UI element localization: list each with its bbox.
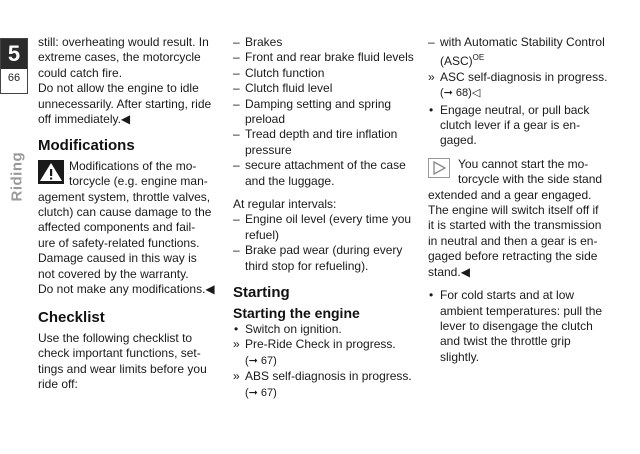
modifications-warning bbox=[38, 159, 218, 298]
regular-intervals-label: At regular intervals: bbox=[233, 197, 337, 212]
checklist-item: – Clutch fluid level bbox=[233, 81, 418, 96]
text-line: Use the following checklist to bbox=[38, 330, 193, 345]
text-line: clutch) can cause damage to the bbox=[38, 205, 212, 220]
text-line: torcycle with the side stand bbox=[458, 172, 603, 187]
text-line: unnecessarily. After starting, ride bbox=[38, 96, 212, 111]
page-number: 66 bbox=[7, 72, 21, 84]
column-3 bbox=[428, 35, 611, 365]
text-line: torcycle (e.g. engine man- bbox=[69, 174, 208, 189]
checklist-item: – Engine oil level (every time you refuel) bbox=[233, 212, 418, 243]
checklist-intro bbox=[38, 331, 218, 393]
text-line: ride off: bbox=[38, 377, 78, 392]
preride-text: Pre-Ride Check in progress. bbox=[245, 337, 396, 352]
text-line: it is started with the transmission bbox=[428, 218, 602, 233]
text-line: check important functions, set- bbox=[38, 346, 201, 361]
checklist-item: – secure attachment of the case and the luggage. bbox=[233, 158, 418, 189]
text-line: off immediately.◀ bbox=[38, 112, 131, 127]
starting-heading: Starting bbox=[233, 284, 290, 302]
step-cold-start: • For cold starts and at low ambient temperatures: pull the lever to disengage the clutch and twist the throttle grip slightly. bbox=[428, 288, 611, 365]
text-line: The engine will switch itself off if bbox=[428, 203, 599, 218]
asc-result bbox=[428, 70, 611, 102]
text-line: stand.◀ bbox=[428, 264, 470, 279]
overheating-paragraph bbox=[38, 35, 218, 127]
asc-text: ASC self-diagnosis in progress. bbox=[440, 69, 608, 84]
abs-page-ref[interactable]: (➞ 67) bbox=[245, 386, 277, 399]
asc-condition-text: with Automatic Stability Control (ASC) bbox=[440, 35, 605, 69]
optional-equipment-mark: OE bbox=[472, 53, 485, 63]
checklist-item: – Damping setting and spring preload bbox=[233, 97, 418, 128]
column-2 bbox=[233, 35, 418, 401]
modifications-heading: Modifications bbox=[38, 137, 135, 155]
text-line: gaged before retracting the side bbox=[428, 249, 598, 264]
preride-result bbox=[233, 337, 418, 369]
checklist-item: – Front and rear brake fluid levels bbox=[233, 50, 418, 65]
text-line: in neutral and then a gear is en- bbox=[428, 233, 598, 248]
text-line: Modifications of the mo- bbox=[69, 158, 197, 173]
text-line: tings and wear limits before you bbox=[38, 361, 207, 376]
text-line: You cannot start the mo- bbox=[458, 156, 589, 171]
step-engage-neutral: • Engage neutral, or pull back clutch lever if a gear is en-gaged. bbox=[428, 103, 611, 149]
text-line: agement system, throttle valves, bbox=[38, 189, 211, 204]
checklist-item: – Brake pad wear (during every third stop for refueling). bbox=[233, 243, 418, 274]
abs-result bbox=[233, 369, 418, 401]
text-line: Do not allow the engine to idle bbox=[38, 81, 199, 96]
chapter-number: 5 bbox=[1, 39, 27, 69]
checklist-heading: Checklist bbox=[38, 308, 105, 326]
text-line: still: overheating would result. In bbox=[38, 35, 209, 49]
text-line: extended and a gear engaged. bbox=[428, 187, 592, 202]
asc-condition bbox=[428, 35, 611, 70]
starting-engine-heading: Starting the engine bbox=[233, 304, 360, 321]
preride-page-ref[interactable]: (➞ 67) bbox=[245, 354, 277, 367]
text-line: could catch fire. bbox=[38, 65, 123, 80]
text-line: affected components and fail- bbox=[38, 220, 196, 235]
chapter-title: Riding bbox=[8, 151, 26, 202]
text-line: extreme cases, the motorcycle bbox=[38, 50, 201, 65]
text-line: Damage caused in this way is bbox=[38, 251, 197, 266]
note-icon bbox=[428, 158, 450, 178]
step-ignition: • Switch on ignition. bbox=[233, 322, 418, 337]
side-stand-note bbox=[428, 157, 611, 280]
checklist-item: – Clutch function bbox=[233, 66, 418, 81]
chapter-tab bbox=[0, 38, 28, 94]
text-line: Do not make any modifications.◀ bbox=[38, 282, 215, 297]
checklist-item: – Brakes bbox=[233, 35, 418, 50]
column-1 bbox=[38, 35, 218, 393]
text-line: ure of safety-related functions. bbox=[38, 235, 200, 250]
abs-text: ABS self-diagnosis in progress. bbox=[245, 369, 412, 384]
warning-icon bbox=[38, 160, 64, 184]
checklist-item: – Tread depth and tire inflation pressure bbox=[233, 127, 418, 158]
asc-page-ref[interactable]: (➞ 68)◁ bbox=[440, 87, 481, 100]
text-line: not covered by the warranty. bbox=[38, 266, 189, 281]
